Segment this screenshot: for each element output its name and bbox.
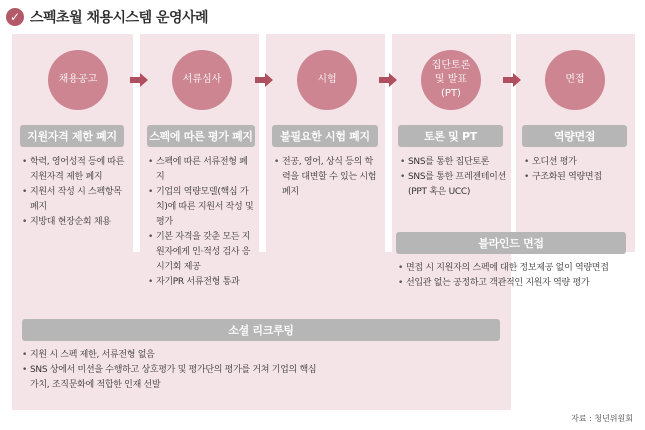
right-arrow-icon xyxy=(503,73,521,87)
step-circle-5: 면접 xyxy=(545,50,605,110)
list-item: • 지방대 현장순회 채용 xyxy=(22,215,130,230)
list-item: • 면접 시 지원자의 스펙에 대한 정보제공 없이 역량면접 xyxy=(398,261,638,276)
list-item: • 스펙에 따른 서류전형 폐지 xyxy=(148,155,256,185)
step-heading-4: 토론 및 PT xyxy=(398,125,503,147)
blind-interview-list xyxy=(398,261,638,291)
step-circle-4: 집단토론 및 발표(PT) xyxy=(421,50,481,110)
blind-interview-heading: 블라인드 면접 xyxy=(396,232,626,254)
check-icon: ✓ xyxy=(6,8,24,26)
list-item: • 학력, 영어성적 등에 따른 지원자격 제한 폐지 xyxy=(22,155,130,185)
social-recruiting-heading: 소셜 리크루팅 xyxy=(22,319,500,341)
list-item: • 전공, 영어, 상식 등의 학력을 대변할 수 있는 시험 폐지 xyxy=(274,155,380,200)
step-list-3 xyxy=(274,155,380,200)
list-item: • 기업의 역량모델(핵심 가치)에 따른 지원서 작성 및 평가 xyxy=(148,185,256,230)
list-item: • 오디션 평가 xyxy=(524,155,630,170)
list-item: • 지원 시 스펙 제한, 서류전형 없음 xyxy=(22,348,322,363)
page-title: 스펙초월 채용시스템 운영사례 xyxy=(30,10,209,26)
list-item: • SNS를 통한 집단토론 xyxy=(400,155,506,170)
step-heading-2: 스펙에 따른 평가 폐지 xyxy=(147,125,255,147)
list-item: • 기본 자격을 갖춘 모든 지원자에게 인·적성 검사 응시기회 제공 xyxy=(148,230,256,275)
list-item: • SNS 상에서 미션을 수행하고 상호평가 및 평가단의 평가를 거쳐 기업의 핵심 가치, 조직문화에 적합한 인재 선발 xyxy=(22,363,322,393)
list-item: • SNS를 통한 프레젠테이션(PPT 혹은 UCC) xyxy=(400,170,506,200)
step-heading-1: 지원자격 제한 폐지 xyxy=(20,125,124,147)
social-recruiting-list xyxy=(22,348,322,393)
list-item: • 자기PR 서류전형 통과 xyxy=(148,275,256,290)
source-note: 자료 : 청년위원회 xyxy=(571,414,633,423)
right-arrow-icon xyxy=(130,73,148,87)
list-item: • 지원서 작성 시 스펙항목 폐지 xyxy=(22,185,130,215)
list-item: • 선입관 없는 공정하고 객관적인 지원자 역량 평가 xyxy=(398,276,638,291)
step-heading-3: 불필요한 시험 폐지 xyxy=(272,125,378,147)
step-list-2 xyxy=(148,155,256,290)
step-circle-3: 시험 xyxy=(297,50,357,110)
list-item: • 구조화된 역량면접 xyxy=(524,170,630,185)
right-arrow-icon xyxy=(379,73,397,87)
header xyxy=(6,6,208,28)
step-list-4 xyxy=(400,155,506,200)
step-list-5 xyxy=(524,155,630,185)
step-circle-1: 채용공고 xyxy=(48,50,108,110)
right-arrow-icon xyxy=(255,73,273,87)
step-list-1 xyxy=(22,155,130,230)
step-heading-5: 역량면접 xyxy=(522,125,627,147)
step-circle-2: 서류심사 xyxy=(172,50,232,110)
